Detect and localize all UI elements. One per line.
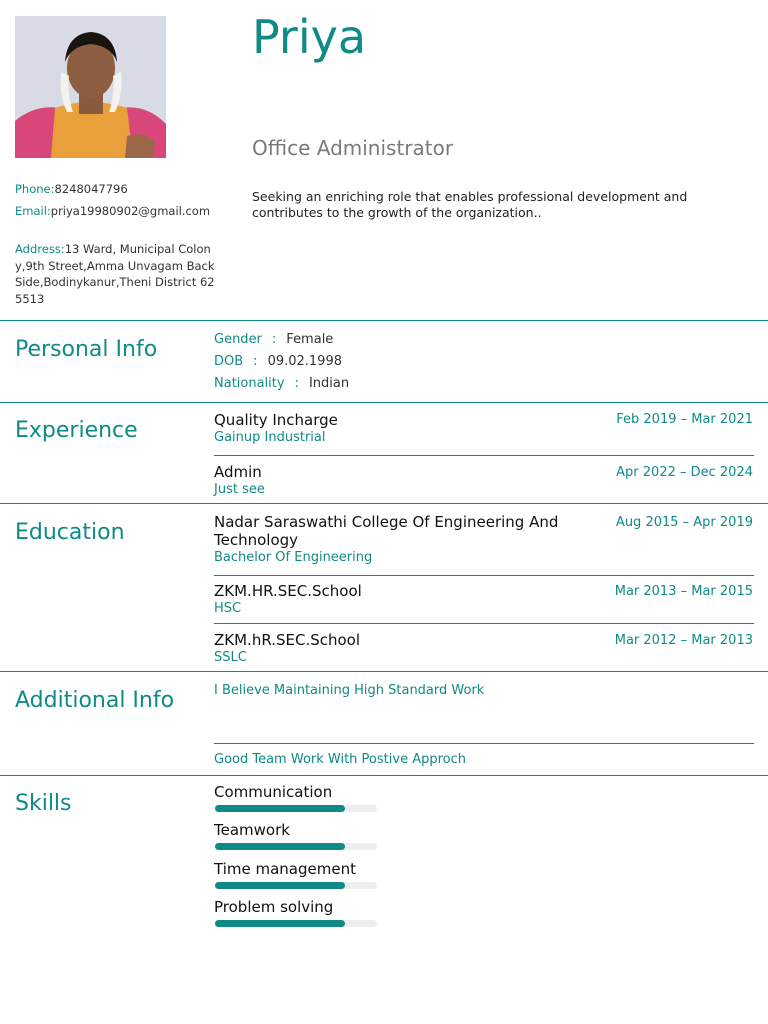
education-dates: Aug 2015 – Apr 2019 (615, 515, 753, 530)
phone-label: Phone: (15, 182, 55, 196)
personal-info-sep: : (294, 376, 299, 391)
personal-info-value: Female (286, 332, 334, 347)
skill-bar-fill (215, 843, 345, 850)
experience-org: Gainup Industrial (214, 430, 326, 445)
section-divider (0, 775, 768, 776)
personal-info-sep: : (271, 332, 277, 347)
education-school: ZKM.hR.SEC.School (214, 631, 361, 649)
candidate-name: Priya (252, 10, 367, 64)
experience-role: Quality Incharge (214, 411, 338, 429)
skill-bar (215, 805, 377, 812)
skill-name: Teamwork (214, 821, 290, 839)
personal-info-key: Gender (214, 332, 262, 347)
personal-info-row (214, 375, 349, 393)
skill-bar-fill (215, 882, 345, 889)
entry-divider (214, 623, 754, 624)
contact-address (15, 241, 217, 307)
entry-divider (214, 575, 754, 576)
personal-info-key: DOB (214, 354, 244, 369)
skill-name: Problem solving (214, 898, 334, 916)
section-title-education: Education (15, 520, 125, 545)
skill-bar (215, 843, 377, 850)
section-title-additional-info: Additional Info (15, 688, 175, 713)
section-title-skills: Skills (15, 791, 72, 816)
education-school: Nadar Saraswathi College Of Engineering And Technology (214, 513, 559, 549)
personal-info-row (214, 331, 333, 349)
email-label: Email: (15, 204, 51, 218)
skill-name: Time management (214, 860, 356, 878)
email-value: priya19980902@gmail.com (50, 204, 211, 218)
additional-info-item: I Believe Maintaining High Standard Work (214, 683, 485, 698)
entry-divider (214, 455, 754, 456)
experience-org: Just see (214, 482, 265, 497)
education-dates: Mar 2012 – Mar 2013 (614, 633, 753, 648)
section-title-experience: Experience (15, 418, 138, 443)
section-title-personal-info: Personal Info (15, 337, 158, 362)
experience-dates: Apr 2022 – Dec 2024 (616, 465, 753, 480)
entry-divider (214, 743, 754, 744)
education-school: ZKM.HR.SEC.School (214, 582, 362, 600)
address-label: Address: (15, 242, 65, 256)
career-objective: Seeking an enriching role that enables professional development and contributes to the growth of the organization.. (252, 189, 688, 220)
education-degree: HSC (214, 601, 242, 616)
additional-info-item: Good Team Work With Postive Approch (214, 752, 466, 767)
section-divider (0, 320, 768, 321)
skill-bar-fill (215, 805, 345, 812)
skill-bar (215, 920, 377, 927)
skill-bar-fill (215, 920, 345, 927)
address-value: 13 Ward, Municipal Colony,9th Street,Amma Unvagam Back Side,Bodinykanur,Theni District 625513 (15, 242, 215, 306)
section-divider (0, 503, 768, 504)
skill-name: Communication (214, 783, 333, 801)
personal-info-value: Indian (308, 376, 350, 391)
experience-dates: Feb 2019 – Mar 2021 (616, 412, 753, 427)
experience-role: Admin (214, 463, 262, 481)
personal-info-key: Nationality (214, 376, 285, 391)
personal-info-row (214, 353, 342, 371)
contact-email (15, 203, 217, 220)
education-degree: SSLC (214, 650, 247, 665)
education-dates: Mar 2013 – Mar 2015 (614, 584, 753, 599)
section-divider (0, 402, 768, 403)
phone-value: 8248047796 (54, 182, 128, 196)
profile-photo (15, 16, 166, 158)
skill-bar (215, 882, 377, 889)
personal-info-value: 09.02.1998 (267, 354, 342, 369)
job-title: Office Administrator (252, 136, 454, 160)
personal-info-sep: : (253, 354, 258, 369)
education-degree: Bachelor Of Engineering (214, 550, 373, 565)
contact-phone (15, 181, 217, 198)
section-divider (0, 671, 768, 672)
